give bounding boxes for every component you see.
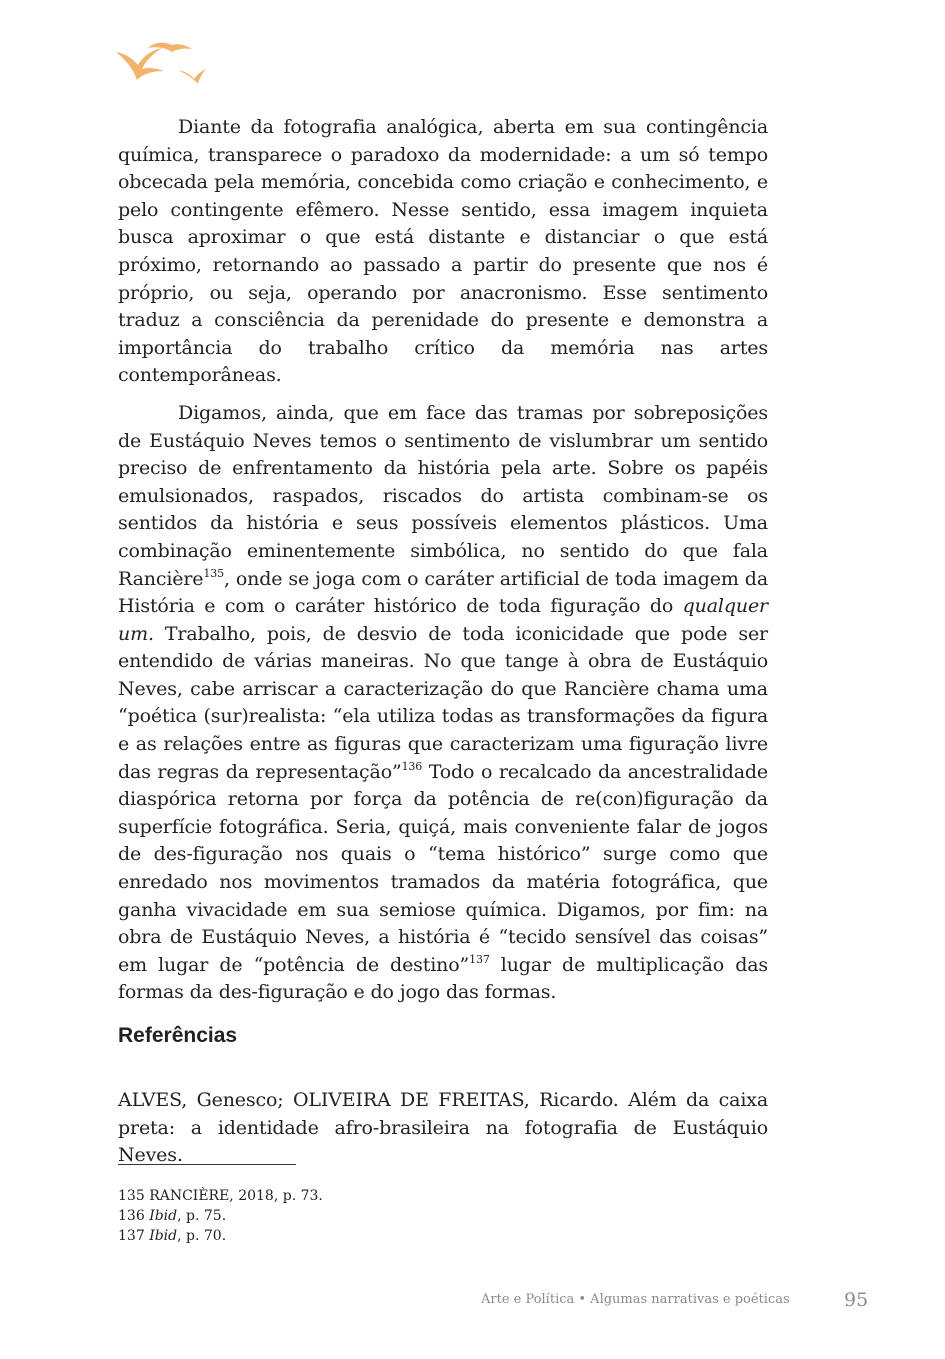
footnote-italic: Ibid [149, 1208, 178, 1224]
footnote-divider [118, 1164, 296, 1165]
paragraph-2 [118, 400, 768, 1007]
footnote-135 [118, 1186, 323, 1206]
footnote-137 [118, 1226, 323, 1246]
footnote-136 [118, 1206, 323, 1226]
paragraph-2-text: lugar de multiplicação das formas da des-figuração e do jogo das formas. [118, 953, 768, 1004]
page-number: 95 [844, 1289, 869, 1311]
footnote-ref-136: 136 [401, 759, 423, 773]
footnote-number: 137 [118, 1228, 145, 1244]
footnote-italic: Ibid [149, 1228, 178, 1244]
paragraph-2-text: , onde se joga com o caráter artificial de toda imagem da História e com o caráter histórico de toda figuração do [118, 567, 768, 618]
italic-phrase: qualquer um [118, 595, 768, 645]
footnote-text: , p. 75. [177, 1208, 227, 1224]
footnote-text: , p. 70. [177, 1228, 227, 1244]
footnote-number: 136 [118, 1208, 145, 1224]
references-list [118, 1087, 768, 1170]
footnote-ref-135: 135 [203, 566, 224, 580]
references-heading: Referências [118, 1024, 238, 1047]
reference-entry: ALVES, Genesco; OLIVEIRA DE FREITAS, Ricardo. Além da caixa preta: a identidade afro-brasileira na fotografia de Eustáquio Neves. [118, 1089, 768, 1167]
bird-large-icon [116, 48, 164, 80]
bird-right-icon [178, 69, 206, 84]
footnotes [118, 1186, 323, 1246]
paragraph-1-text: Diante da fotografia analógica, aberta em sua contingência química, transparece o paradoxo da modernidade: a um só tempo obcecada pela memória, concebida como criação e conhecimento, e pelo contingente efêmero. Nesse sentido, essa imagem inquieta busca aproximar o que está distante e distanciar o que está próximo, retornando ao passado a partir do presente que nos é próprio, ou seja, operando por anacronismo. Esse sentimento traduz a consciência da perenidade do presente e demonstra a importância do trabalho crítico da memória nas artes contemporâneas. [118, 116, 768, 387]
main-text [118, 114, 768, 1017]
paragraph-1 [118, 114, 768, 390]
paragraph-2-text: . Trabalho, pois, de desvio de toda iconicidade que pode ser entendido de várias maneiras. No que tange à obra de Eustáquio Neves, cabe arriscar a caracterização do que Rancière chama uma “poética (sur)realista: “ela utiliza todas as transformações da figura e as relações entre as figuras que caracterizam uma figuração livre das regras da representação” [118, 622, 768, 783]
paragraph-2-text: Digamos, ainda, que em face das tramas por sobreposições de Eustáquio Neves temos o sentimento de vislumbrar um sentido preciso de enfrentamento da história pela arte. Sobre os papéis emulsionados, raspados, riscados do artista combinam-se os sentidos da história e seus possíveis elementos plásticos. Uma combinação eminentemente simbólica, no sentido do que fala Rancière [118, 401, 768, 590]
footnote-text: RANCIÈRE, 2018, p. 73. [149, 1188, 323, 1204]
footnote-number: 135 [118, 1188, 145, 1204]
running-footer-title: Arte e Política • Algumas narrativas e poéticas [481, 1292, 790, 1307]
flying-birds-logo-icon [114, 40, 210, 86]
footnote-ref-137: 137 [469, 952, 490, 966]
paragraph-2-text: Todo o recalcado da ancestralidade diaspórica retorna por força da potência de re(con)figuração da superfície fotográfica. Seria, quiçá, mais conveniente falar de jogos de des-figuração nos quais o “tema histórico” surge como que enredado nos movimentos tramados da matéria fotográfica, que ganha vivacidade em sua semiose química. Digamos, por fim: na obra de Eustáquio Neves, a história é “tecido sensível das coisas” em lugar de “potência de destino” [118, 760, 768, 976]
